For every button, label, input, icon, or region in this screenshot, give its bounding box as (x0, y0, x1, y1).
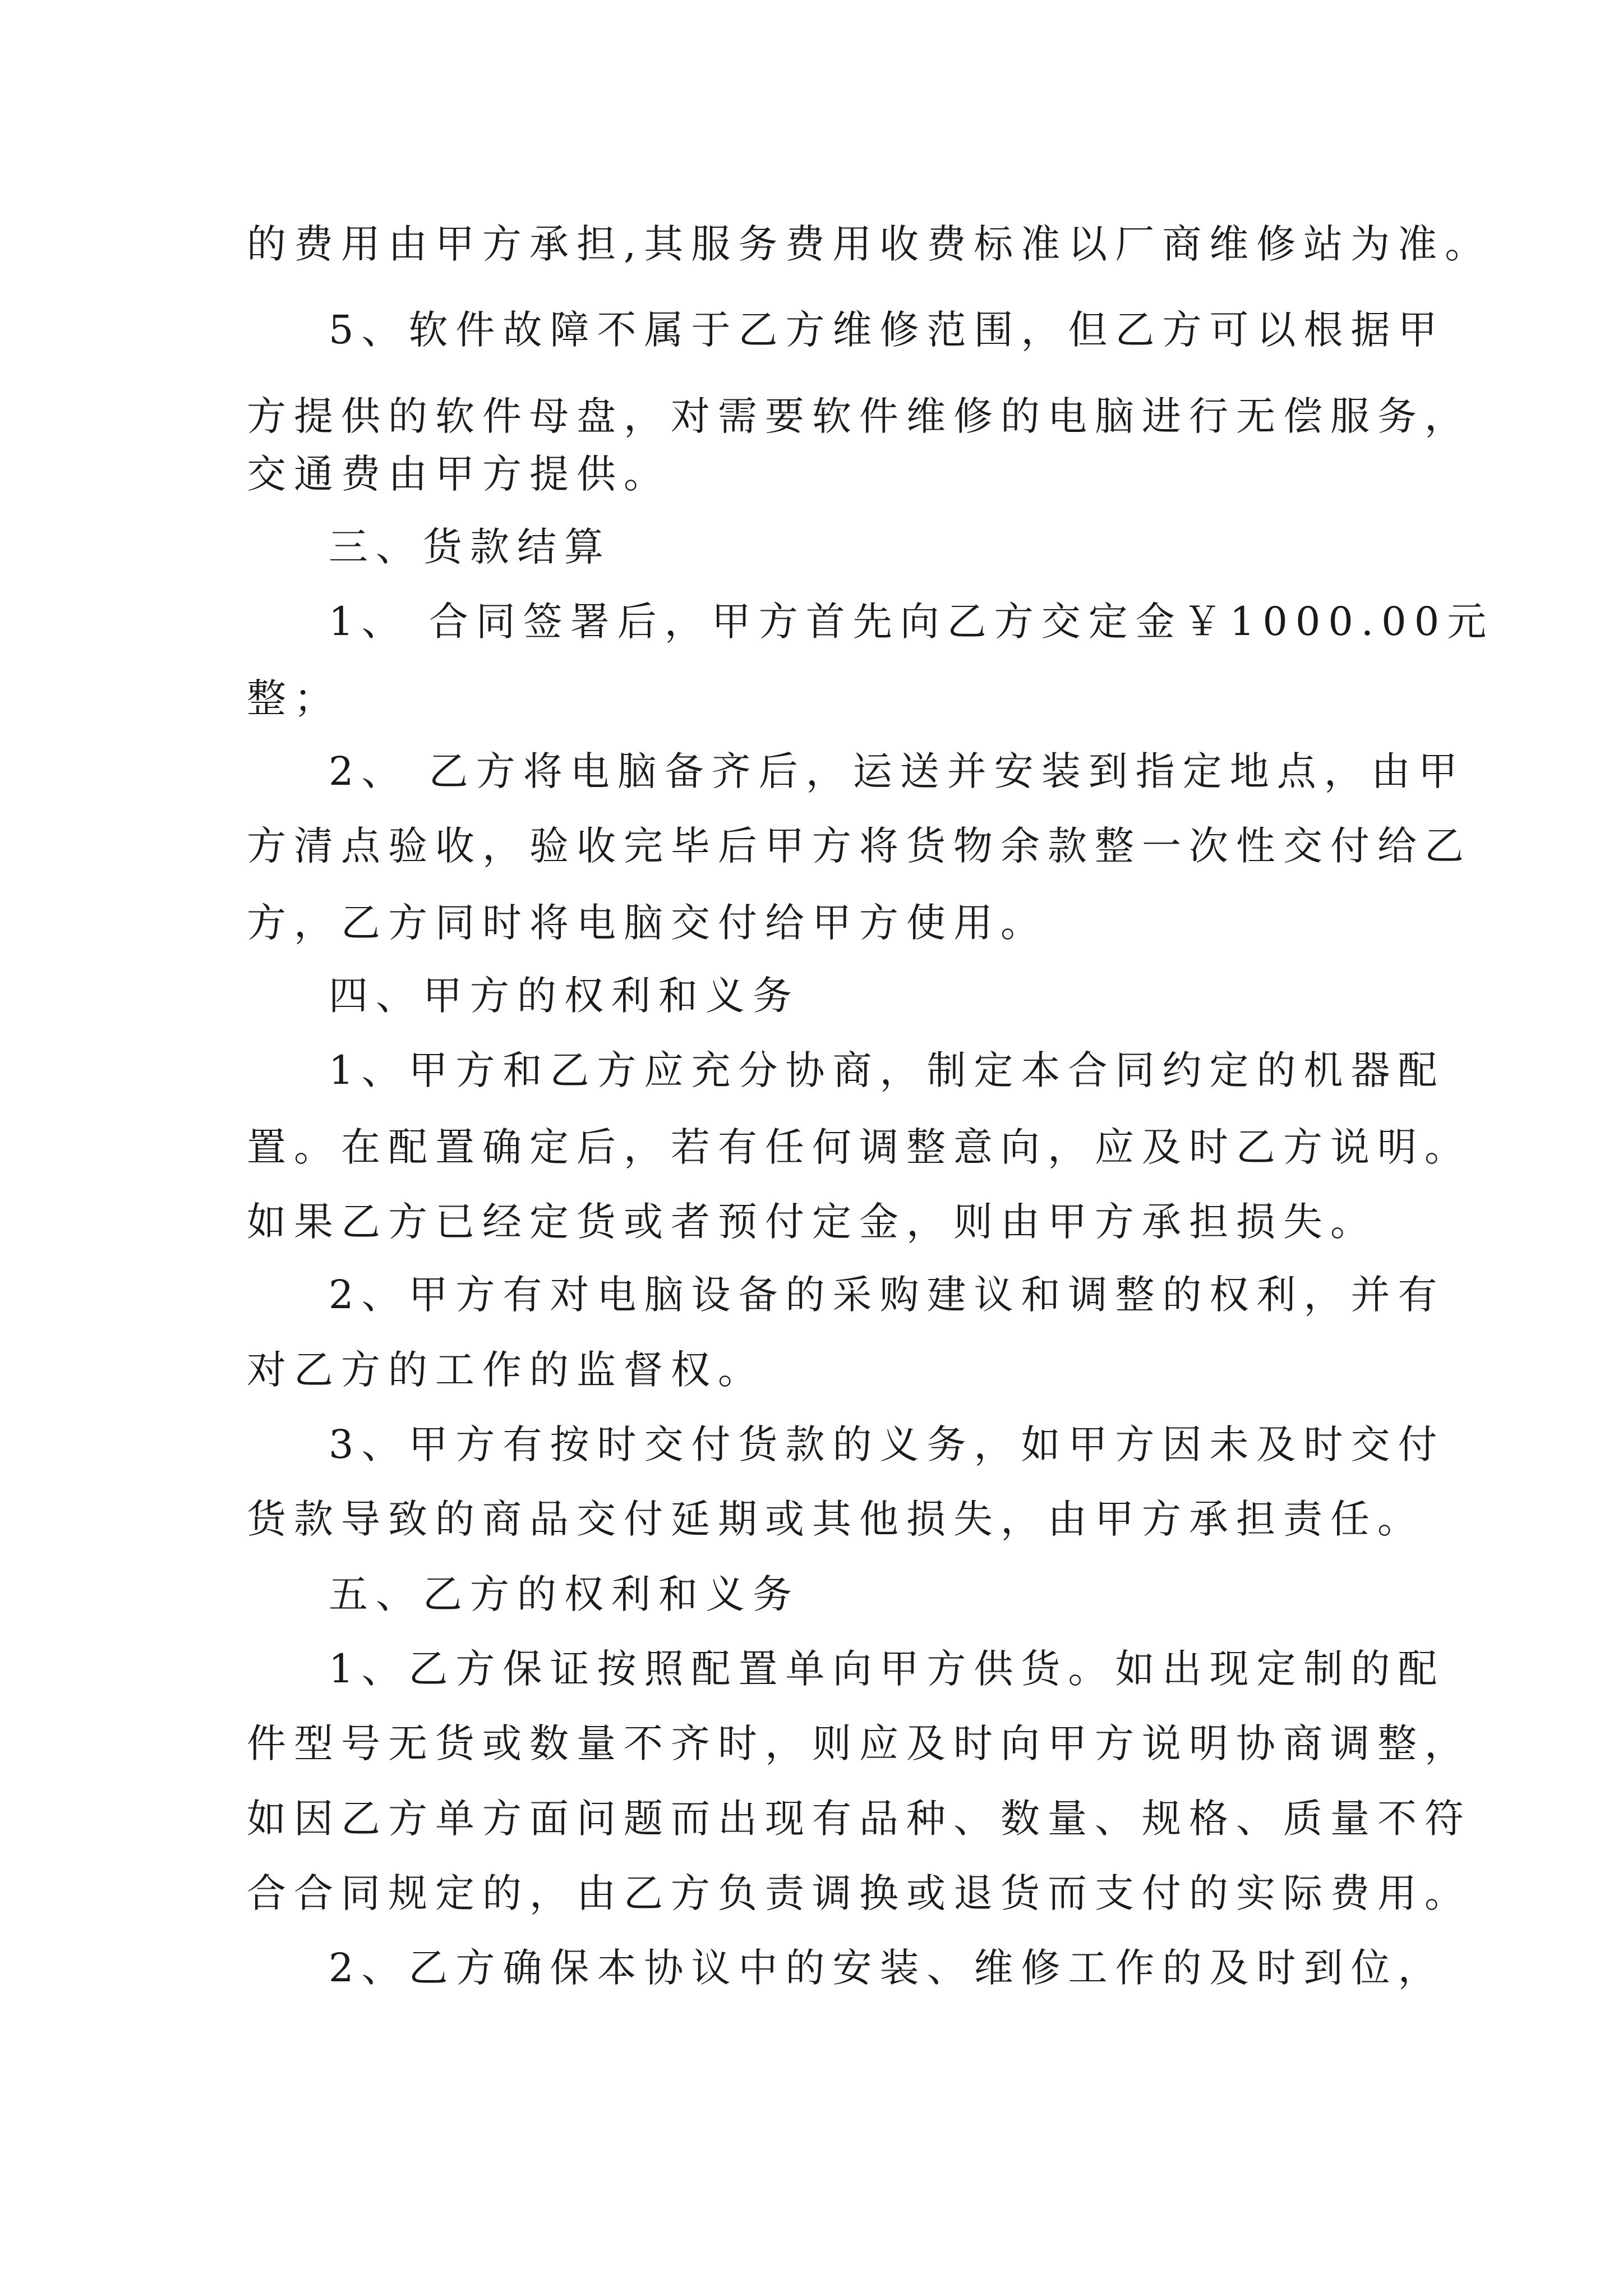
text-line: 如果乙方已经定货或者预付定金，则由甲方承担损失。 (247, 1199, 1377, 1245)
text-line: 3、甲方有按时交付货款的义务，如甲方因未及时交付 (329, 1421, 1445, 1467)
text-line: 货款导致的商品交付延期或其他损失，由甲方承担责任。 (247, 1496, 1424, 1542)
text-line: 合合同规定的，由乙方负责调换或退货而支付的实际费用。 (247, 1870, 1472, 1916)
text-line: 的费用由甲方承担,其服务费用收费标准以厂商维修站为准。 (247, 221, 1492, 267)
section-heading: 三、货款结算 (329, 524, 611, 570)
section-heading: 四、甲方的权利和义务 (329, 973, 800, 1019)
text-line: 如因乙方单方面问题而出现有品种、数量、规格、质量不符 (247, 1796, 1472, 1842)
text-line: 1、乙方保证按照配置单向甲方供货。如出现定制的配 (329, 1646, 1445, 1692)
text-line: 1、甲方和乙方应充分协商，制定本合同约定的机器配 (329, 1047, 1445, 1093)
text-line: 交通费由甲方提供。 (247, 451, 671, 497)
text-line: 1、 合同签署后，甲方首先向乙方交定金￥1000.00元 (329, 599, 1495, 645)
text-line: 2、乙方确保本协议中的安装、维修工作的及时到位， (329, 1945, 1445, 1991)
text-line: 2、甲方有对电脑设备的采购建议和调整的权利，并有 (329, 1272, 1445, 1318)
section-heading: 五、乙方的权利和义务 (329, 1571, 800, 1617)
text-line: 2、 乙方将电脑备齐后，运送并安装到指定地点，由甲 (329, 748, 1465, 794)
text-line: 方提供的软件母盘，对需要软件维修的电脑进行无偿服务， (247, 393, 1472, 439)
text-line: 5、软件故障不属于乙方维修范围，但乙方可以根据甲 (329, 307, 1445, 353)
text-line: 件型号无货或数量不齐时，则应及时向甲方说明协商调整， (247, 1720, 1472, 1766)
text-line: 方清点验收，验收完毕后甲方将货物余款整一次性交付给乙 (247, 823, 1472, 869)
text-line: 方，乙方同时将电脑交付给甲方使用。 (247, 900, 1048, 946)
text-line: 整； (247, 675, 341, 721)
text-line: 置。在配置确定后，若有任何调整意向，应及时乙方说明。 (247, 1124, 1472, 1170)
text-line: 对乙方的工作的监督权。 (247, 1347, 765, 1393)
